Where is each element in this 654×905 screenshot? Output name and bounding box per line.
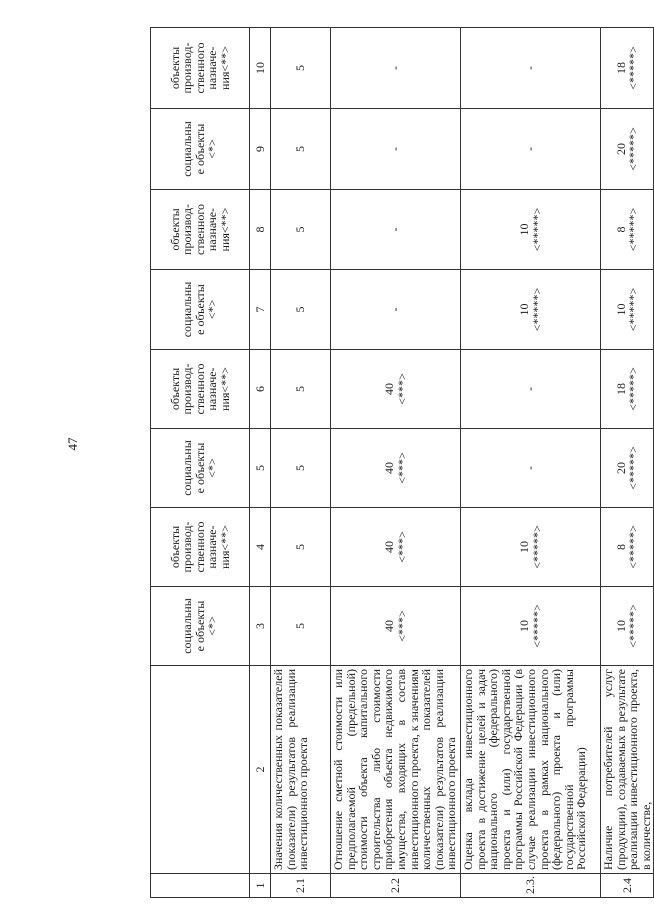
score-cell: - (331, 190, 461, 270)
column-header: объекты производ- ственного назначе- ния<**> (151, 508, 250, 587)
table-row (331, 28, 461, 898)
table-row (601, 28, 654, 898)
score-cell: 10 <*****> (461, 508, 601, 587)
score-cell: - (461, 350, 601, 429)
score-cell: 10 <*****> (601, 270, 654, 350)
score-cell: 40 <***> (331, 429, 461, 508)
score-cell: - (331, 28, 461, 109)
criterion-text: Значения количественных показателей (показатели) результатов реализации инвестиционного проекта (271, 666, 331, 874)
score-cell: 10 <*****> (461, 190, 601, 270)
column-header: объекты производ- ственного назначе- ния<**> (151, 28, 250, 109)
score-cell: 18 <*****> (601, 28, 654, 109)
page-number: 47 (65, 437, 80, 451)
score-cell: 5 (271, 429, 331, 508)
column-header: социальны е объекты <*> (151, 109, 250, 190)
column-number: 8 (250, 190, 271, 270)
column-number: 4 (250, 508, 271, 587)
score-cell: 40 <***> (331, 587, 461, 666)
score-cell: 5 (271, 109, 331, 190)
score-cell: 8 <*****> (601, 508, 654, 587)
score-cell: - (331, 270, 461, 350)
score-cell: - (461, 429, 601, 508)
criteria-table (150, 27, 654, 898)
score-cell: 5 (271, 28, 331, 109)
row-number: 2.1 (271, 874, 331, 898)
score-cell: 10 <*****> (461, 270, 601, 350)
column-header: социальны е объекты <*> (151, 429, 250, 508)
column-header: социальны е объекты <*> (151, 270, 250, 350)
score-cell: 10 <*****> (461, 587, 601, 666)
table-row (461, 28, 601, 898)
score-cell: 5 (271, 350, 331, 429)
column-header: объекты производ- ственного назначе- ния<**> (151, 350, 250, 429)
criterion-text: Наличие потребителей услуг (продукции), создаваемых в результате реализации инвестиционного проекта, в количестве, (601, 666, 654, 874)
column-header (151, 666, 250, 874)
score-cell: 5 (271, 587, 331, 666)
column-number: 9 (250, 109, 271, 190)
score-cell: 20 <*****> (601, 429, 654, 508)
score-cell: 8 <*****> (601, 190, 654, 270)
score-cell: - (461, 28, 601, 109)
score-cell: 40 <***> (331, 508, 461, 587)
column-header: объекты производ- ственного назначе- ния<**> (151, 190, 250, 270)
table-row (271, 28, 331, 898)
column-number: 5 (250, 429, 271, 508)
column-number: 7 (250, 270, 271, 350)
column-number: 10 (250, 28, 271, 109)
column-number: 3 (250, 587, 271, 666)
column-header: социальны е объекты <*> (151, 587, 250, 666)
score-cell: 40 <***> (331, 350, 461, 429)
column-number: 1 (250, 874, 271, 898)
column-number: 6 (250, 350, 271, 429)
score-cell: 5 (271, 270, 331, 350)
row-number: 2.4 (601, 874, 654, 898)
column-number: 2 (250, 666, 271, 874)
score-cell: - (331, 109, 461, 190)
score-cell: - (461, 109, 601, 190)
column-number-row (250, 28, 271, 898)
criterion-text: Оценка вклада инвестиционного проекта в достижение целей и задач национального (федерального) проекта и (или) государственной программы Российской Федерации (в случае реализации инвестиционного проекта в рамках национального (федерального) проекта и (или) государственной программы Российской Федерации) (461, 666, 601, 874)
score-cell: 20 <*****> (601, 109, 654, 190)
score-cell: 5 (271, 190, 331, 270)
header-row (151, 28, 250, 898)
column-header (151, 874, 250, 898)
row-number: 2.2 (331, 874, 461, 898)
score-cell: 10 <*****> (601, 587, 654, 666)
score-cell: 5 (271, 508, 331, 587)
rotated-table-wrapper (150, 28, 653, 898)
score-cell: 18 <*****> (601, 350, 654, 429)
criterion-text: Отношение сметной стоимости или предполагаемой (предельной) стоимости объекта капитального строительства либо стоимости приобретения объекта недвижимого имущества, входящих в состав инвестиционного проекта, к значениям количественных показателей (показатели) результатов реализации инвестиционного проекта (331, 666, 461, 874)
row-number: 2.3. (461, 874, 601, 898)
